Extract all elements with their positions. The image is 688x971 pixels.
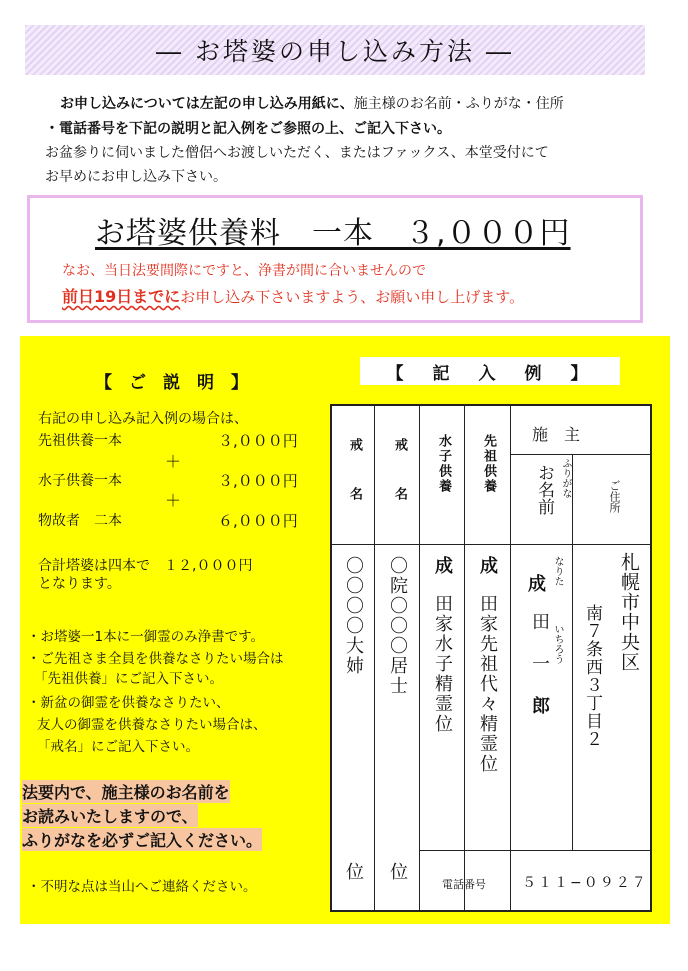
header-onamae: お名前 (534, 464, 554, 515)
name-char-3: 一 (532, 654, 550, 675)
intro-line-2-bold-a: ・電話番号を (45, 121, 129, 137)
bullet-2-cont: 「先祖供養」にご記入下さい。 (34, 671, 223, 687)
fee-note-2 (62, 284, 524, 307)
senzo-value-top: 成 (477, 556, 498, 576)
intro-line-1 (60, 92, 564, 116)
plus-sign-1: ＋ (165, 452, 182, 471)
page-title: ― お塔婆の申し込み方法 ― (156, 37, 514, 66)
intro-line-3: お盆参りに伺いました僧侶へお渡しいただく、またはファックス、本堂受付にて (45, 145, 549, 161)
title-banner (25, 25, 645, 75)
bullet-3-cont-2: 「戒名」にご記入下さい。 (37, 739, 199, 755)
form-divider (419, 406, 420, 910)
emphasis-line-3: ふりがなを必ずご記入ください。 (22, 828, 262, 851)
row-amount-mizuko: ３,０００円 (218, 472, 298, 490)
intro-line-1-bold: お申し込みについては左記の申し込み用紙に、 (60, 96, 354, 112)
form-divider (374, 406, 375, 910)
form-divider (464, 406, 465, 910)
example-label: 【 記 入 例 】 (360, 357, 620, 385)
form-divider (510, 454, 652, 455)
form-divider (572, 454, 573, 850)
header-kaimyo-1-text: 戒名 (347, 438, 362, 536)
emphasis-line-1: 法要内で、施主様のお名前を (22, 780, 230, 803)
total-line-1: 合計塔婆は四本で １２,０００円 (38, 558, 253, 574)
intro-line-1-rest: 施主様のお名前・ふりがな・住所 (353, 96, 564, 112)
total-line-2: となります。 (38, 576, 121, 592)
row-label-bukko: 物故者 二本 (38, 513, 122, 529)
plus-sign-2: ＋ (165, 491, 182, 510)
contact-note: ・不明な点は当山へご連絡ください。 (27, 879, 257, 895)
header-senzo: 先祖供養 (481, 434, 496, 494)
phone-value: ５１１−０９２７ (522, 875, 648, 891)
phone-label: 電話番号 (442, 878, 486, 891)
header-furigana: ふりがな (560, 458, 571, 498)
form-divider (332, 544, 652, 545)
kaimyo-1-suffix: 位 (343, 862, 364, 882)
intro-line-2 (45, 117, 451, 141)
fee-deadline: 前日19日までに (62, 287, 181, 306)
mizuko-value-top: 成 (432, 556, 453, 576)
fee-note-2-rest: お申し込み下さいますよう、お願い申し上げます。 (180, 288, 525, 306)
explanation-intro: 右記の申し込み記入例の場合は、 (38, 411, 248, 427)
kaimyo-2-suffix: 位 (387, 862, 408, 882)
name-char-4: 郎 (532, 696, 550, 717)
furigana-value-1: なりた (552, 556, 563, 586)
bullet-1: ・お塔婆一1本に一御霊のみ浄書です。 (27, 629, 265, 645)
header-kaimyo-2-text: 戒名 (392, 438, 407, 536)
senzo-value: 田家先祖代々精霊位 (477, 594, 498, 774)
row-label-mizuko: 水子供養一本 (38, 473, 122, 489)
form-divider (419, 850, 652, 851)
emphasis-line-2: お読みいたしますので、 (22, 804, 198, 827)
intro-line-2-bold-b: 下記の説明と記入例をご参照の上、ご記入下さい。 (129, 121, 451, 137)
row-label-senzo: 先祖供養一本 (38, 433, 122, 449)
row-amount-bukko: ６,０００円 (218, 512, 298, 530)
example-form (330, 404, 652, 912)
kaimyo-2-value: 〇院〇〇〇居士 (387, 556, 408, 696)
header-seshu: 施 主 (532, 425, 581, 444)
furigana-value-2: いちろう (552, 624, 563, 664)
header-jusho: ご住所 (608, 480, 621, 513)
fee-box (27, 195, 643, 323)
kaimyo-1-value: 〇〇〇〇大姉 (343, 556, 364, 676)
explanation-heading: 【 ご 説 明 】 (95, 373, 248, 393)
address-line-1: 札幌市中央区 (618, 552, 640, 672)
intro-line-4: お早めにお申し込み下さい。 (45, 169, 227, 185)
header-kaimyo-2 (390, 438, 409, 536)
mizuko-value: 田家水子精霊位 (432, 594, 453, 734)
name-char-1: 成 (528, 574, 546, 595)
header-mizuko: 水子供養 (436, 434, 451, 494)
form-divider (510, 406, 511, 910)
header-kaimyo-1 (345, 438, 364, 536)
address-line-2: 南７条西３丁目２ (582, 604, 602, 748)
bullet-3-cont: 友人の御霊を供養なさりたい場合は、 (37, 717, 267, 733)
fee-note-1: なお、当日法要間際にですと、浄書が間に合いませんので (62, 263, 426, 279)
fee-title: お塔婆供養料 一本 ３,０００円 (95, 216, 571, 251)
row-amount-senzo: ３,０００円 (218, 432, 298, 450)
name-char-2: 田 (532, 612, 550, 633)
bullet-2: ・ご先祖さま全員を供養なさりたい場合は (27, 651, 284, 667)
bullet-3: ・新盆の御霊を供養なさりたい、 (27, 695, 230, 711)
